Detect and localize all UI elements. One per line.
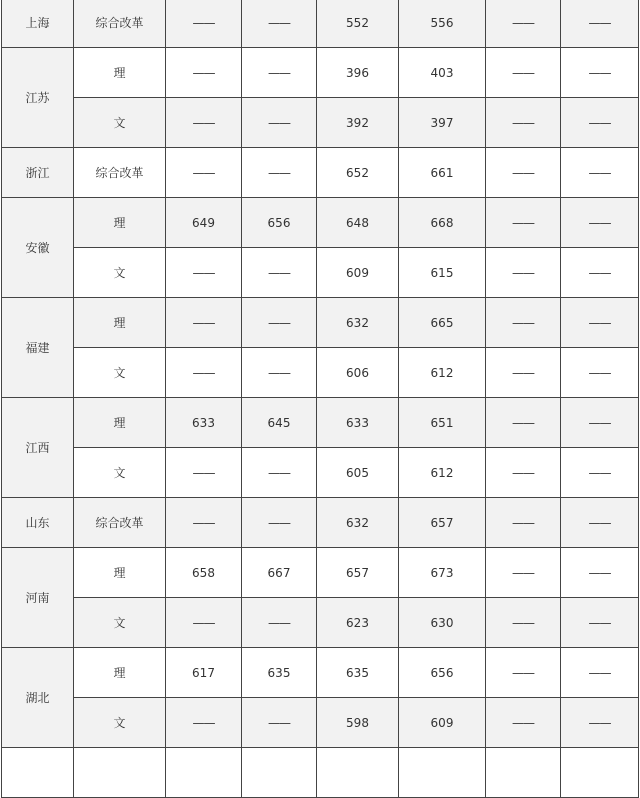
subject-cell: 理 — [74, 548, 166, 598]
score-cell: 552 — [317, 0, 399, 48]
score-cell: —— — [486, 148, 561, 198]
score-cell: —— — [166, 448, 242, 498]
score-cell: 397 — [399, 98, 486, 148]
score-cell: —— — [561, 498, 639, 548]
subject-cell: 理 — [74, 198, 166, 248]
score-cell: —— — [166, 0, 242, 48]
score-cell: 645 — [242, 398, 317, 448]
score-cell: 630 — [399, 598, 486, 648]
score-cell: —— — [486, 498, 561, 548]
empty-cell — [486, 748, 561, 798]
score-cell: —— — [242, 348, 317, 398]
table-row — [2, 148, 639, 198]
subject-cell: 理 — [74, 648, 166, 698]
score-cell: —— — [166, 298, 242, 348]
province-cell: 浙江 — [2, 148, 74, 198]
subject-cell: 理 — [74, 398, 166, 448]
score-cell: —— — [486, 348, 561, 398]
admission-score-table — [1, 0, 639, 798]
score-cell: 661 — [399, 148, 486, 198]
score-cell: —— — [561, 598, 639, 648]
subject-cell: 文 — [74, 598, 166, 648]
subject-cell: 文 — [74, 98, 166, 148]
subject-cell: 文 — [74, 698, 166, 748]
score-cell: —— — [486, 298, 561, 348]
province-cell: 江苏 — [2, 48, 74, 148]
table-row — [2, 498, 639, 548]
score-cell: —— — [561, 698, 639, 748]
province-cell: 山东 — [2, 498, 74, 548]
empty-cell — [399, 748, 486, 798]
subject-cell: 综合改革 — [74, 498, 166, 548]
score-cell: —— — [561, 198, 639, 248]
table-body — [2, 0, 639, 798]
subject-cell: 综合改革 — [74, 0, 166, 48]
score-cell: —— — [486, 698, 561, 748]
score-cell: 605 — [317, 448, 399, 498]
score-cell: —— — [486, 248, 561, 298]
score-cell: —— — [486, 648, 561, 698]
subject-cell: 文 — [74, 448, 166, 498]
subject-cell: 文 — [74, 248, 166, 298]
table-row-partial — [2, 748, 639, 798]
table-row — [2, 548, 639, 598]
score-cell: 633 — [166, 398, 242, 448]
empty-cell — [242, 748, 317, 798]
score-cell: —— — [561, 448, 639, 498]
score-cell: —— — [486, 0, 561, 48]
score-cell: —— — [242, 248, 317, 298]
score-cell: 667 — [242, 548, 317, 598]
score-cell: 392 — [317, 98, 399, 148]
score-cell: —— — [486, 448, 561, 498]
province-cell: 上海 — [2, 0, 74, 48]
score-cell: 665 — [399, 298, 486, 348]
score-cell: —— — [561, 348, 639, 398]
score-cell: 632 — [317, 298, 399, 348]
score-cell: 403 — [399, 48, 486, 98]
table-row — [2, 648, 639, 698]
score-cell: —— — [242, 298, 317, 348]
score-cell: 652 — [317, 148, 399, 198]
table-row — [2, 298, 639, 348]
province-cell: 河南 — [2, 548, 74, 648]
province-cell: 福建 — [2, 298, 74, 398]
empty-cell — [561, 748, 639, 798]
empty-cell — [74, 748, 166, 798]
score-cell: 598 — [317, 698, 399, 748]
score-cell: 396 — [317, 48, 399, 98]
table-row — [2, 248, 639, 298]
score-cell: —— — [242, 98, 317, 148]
subject-cell: 文 — [74, 348, 166, 398]
score-cell: 617 — [166, 648, 242, 698]
score-cell: —— — [561, 398, 639, 448]
score-cell: 635 — [317, 648, 399, 698]
table-row — [2, 198, 639, 248]
subject-cell: 理 — [74, 48, 166, 98]
table-row — [2, 348, 639, 398]
score-cell: —— — [166, 48, 242, 98]
score-cell: —— — [486, 198, 561, 248]
score-cell: 612 — [399, 448, 486, 498]
score-cell: —— — [242, 48, 317, 98]
score-cell: 651 — [399, 398, 486, 448]
score-cell: —— — [166, 148, 242, 198]
score-cell: 556 — [399, 0, 486, 48]
score-cell: —— — [242, 698, 317, 748]
score-cell: —— — [486, 598, 561, 648]
table-row — [2, 698, 639, 748]
score-cell: 609 — [317, 248, 399, 298]
empty-cell — [166, 748, 242, 798]
score-cell: 668 — [399, 198, 486, 248]
empty-cell — [317, 748, 399, 798]
score-cell: —— — [561, 298, 639, 348]
subject-cell: 综合改革 — [74, 148, 166, 198]
score-cell: 615 — [399, 248, 486, 298]
score-cell: 649 — [166, 198, 242, 248]
score-cell: —— — [561, 248, 639, 298]
score-cell: 609 — [399, 698, 486, 748]
score-cell: 635 — [242, 648, 317, 698]
table-row — [2, 448, 639, 498]
score-cell: —— — [166, 98, 242, 148]
table-row — [2, 0, 639, 48]
score-cell: 673 — [399, 548, 486, 598]
score-cell: 606 — [317, 348, 399, 398]
score-cell: —— — [561, 0, 639, 48]
province-cell: 安徽 — [2, 198, 74, 298]
score-cell: —— — [166, 498, 242, 548]
score-cell: —— — [242, 148, 317, 198]
score-cell: —— — [486, 548, 561, 598]
province-cell: 江西 — [2, 398, 74, 498]
score-cell: —— — [486, 98, 561, 148]
score-cell: 612 — [399, 348, 486, 398]
score-cell: —— — [242, 498, 317, 548]
score-cell: 623 — [317, 598, 399, 648]
score-cell: 657 — [317, 548, 399, 598]
score-cell: —— — [561, 98, 639, 148]
score-cell: —— — [166, 348, 242, 398]
score-cell: —— — [242, 448, 317, 498]
score-cell: —— — [242, 598, 317, 648]
score-cell: 658 — [166, 548, 242, 598]
score-cell: —— — [486, 398, 561, 448]
empty-cell — [2, 748, 74, 798]
table-row — [2, 398, 639, 448]
score-cell: 656 — [399, 648, 486, 698]
subject-cell: 理 — [74, 298, 166, 348]
score-cell: 656 — [242, 198, 317, 248]
score-cell: —— — [166, 598, 242, 648]
table-row — [2, 48, 639, 98]
score-cell: —— — [486, 48, 561, 98]
score-cell: —— — [561, 48, 639, 98]
score-cell: 657 — [399, 498, 486, 548]
score-cell: —— — [242, 0, 317, 48]
score-cell: 632 — [317, 498, 399, 548]
province-cell: 湖北 — [2, 648, 74, 748]
score-cell: —— — [166, 698, 242, 748]
table-row — [2, 98, 639, 148]
score-cell: —— — [561, 148, 639, 198]
table-row — [2, 598, 639, 648]
score-cell: —— — [166, 248, 242, 298]
score-cell: —— — [561, 648, 639, 698]
score-cell: —— — [561, 548, 639, 598]
score-cell: 633 — [317, 398, 399, 448]
score-cell: 648 — [317, 198, 399, 248]
